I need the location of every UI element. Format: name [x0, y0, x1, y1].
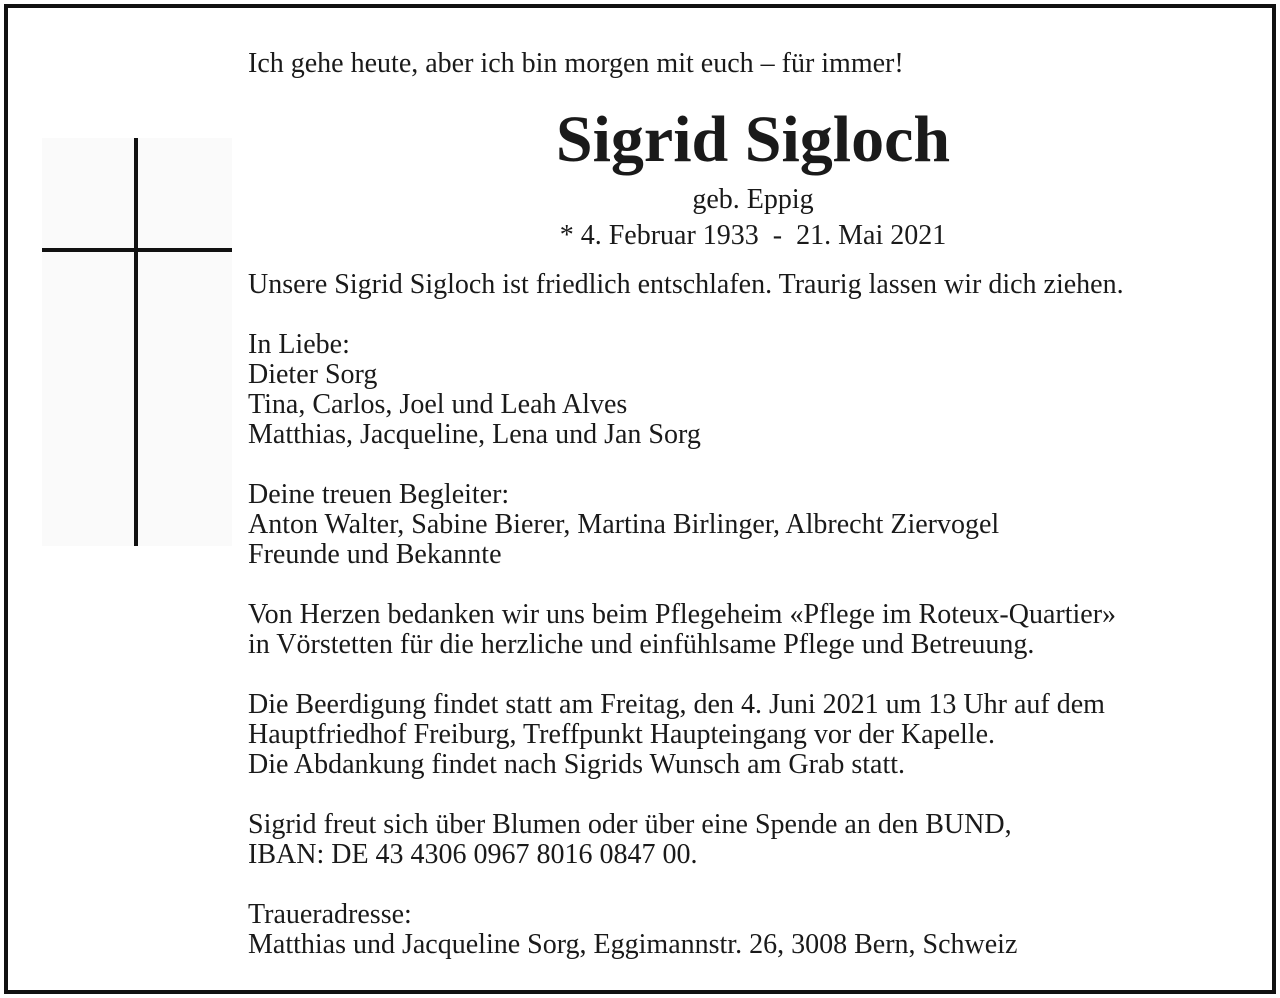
text-line: Freunde und Bekannte: [248, 539, 502, 570]
paragraph-funeral: [248, 690, 1268, 780]
text-line: Unsere Sigrid Sigloch ist friedlich entschlafen. Traurig lassen wir dich ziehen.: [248, 269, 1124, 300]
text-line: Matthias, Jacqueline, Lena und Jan Sorg: [248, 419, 701, 450]
paragraph-address: [248, 900, 1268, 960]
text-line: Tina, Carlos, Joel und Leah Alves: [248, 389, 628, 420]
obituary-frame: [4, 4, 1276, 994]
text-line: Anton Walter, Sabine Bierer, Martina Birlinger, Albrecht Ziervogel: [248, 509, 1000, 540]
paragraph-companions: [248, 480, 1268, 570]
life-dates: * 4. Februar 1933 - 21. Mai 2021: [559, 220, 947, 251]
cross-icon: [42, 138, 232, 546]
text-line: Deine treuen Begleiter:: [248, 479, 510, 510]
text-line: Sigrid freut sich über Blumen oder über eine Spende an den BUND,: [248, 809, 1012, 840]
maiden-name: geb. Eppig: [692, 184, 814, 215]
cross-horizontal-bar: [42, 248, 232, 252]
paragraph-family: [248, 330, 1268, 450]
deceased-name: Sigrid Sigloch: [555, 103, 951, 176]
text-line: Die Abdankung findet nach Sigrids Wunsch am Grab statt.: [248, 749, 906, 780]
text-line: Von Herzen bedanken wir uns beim Pflegeheim «Pflege im Roteux-Quartier»: [248, 599, 1117, 630]
text-line: IBAN: DE 43 4306 0967 8016 0847 00.: [248, 839, 698, 870]
text-line: Traueradresse:: [248, 899, 412, 930]
text-line: Matthias und Jacqueline Sorg, Eggimannstr. 26, 3008 Bern, Schweiz: [248, 929, 1018, 960]
text-line: In Liebe:: [248, 329, 350, 360]
paragraph-donation: [248, 810, 1268, 870]
text-line: Dieter Sorg: [248, 359, 378, 390]
paragraph-farewell: [248, 270, 1268, 300]
motto: Ich gehe heute, aber ich bin morgen mit euch – für immer!: [248, 48, 904, 79]
paragraph-thanks: [248, 600, 1268, 660]
text-line: in Vörstetten für die herzliche und einfühlsame Pflege und Betreuung.: [248, 629, 1035, 660]
obituary-body: [248, 270, 1268, 960]
cross-vertical-bar: [134, 138, 138, 546]
text-line: Die Beerdigung findet statt am Freitag, den 4. Juni 2021 um 13 Uhr auf dem: [248, 689, 1105, 720]
text-line: Hauptfriedhof Freiburg, Treffpunkt Haupteingang vor der Kapelle.: [248, 719, 996, 750]
